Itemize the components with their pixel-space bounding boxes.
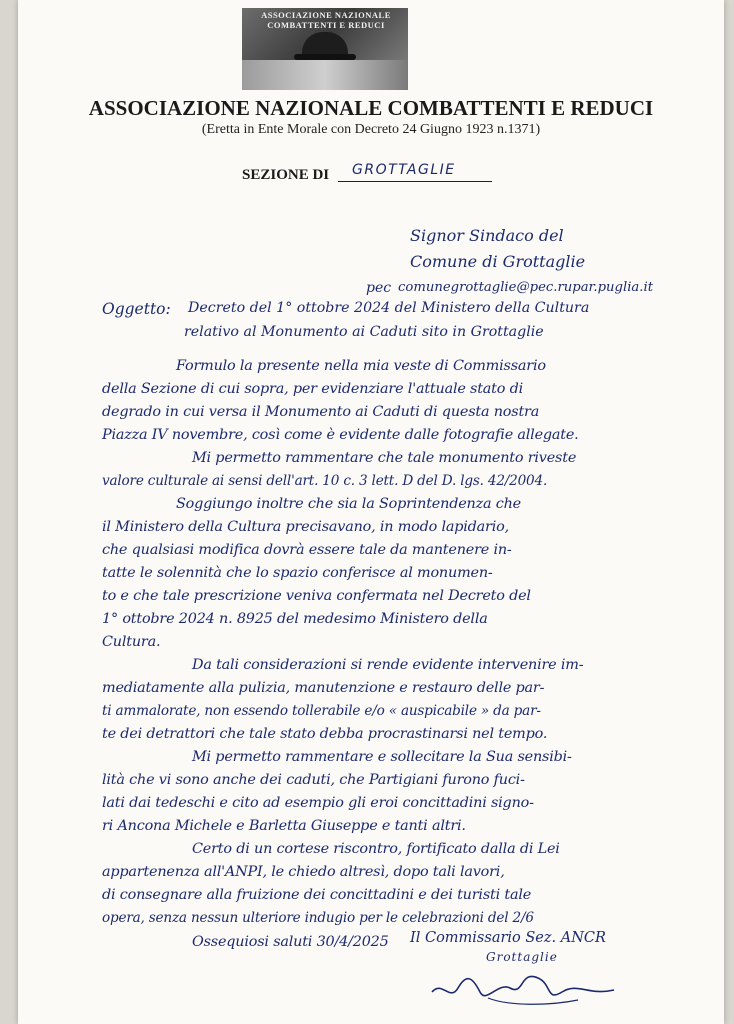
recipient-line-2: Comune di Grottaglie [410,252,586,271]
helmet-brim-icon [294,54,356,60]
body-line: Soggiungo inoltre che sia la Soprintendenza che [176,496,521,512]
section-value: GROTTAGLIE [352,162,456,178]
body-line: Piazza IV novembre, così come è evidente dalle fotografie allegate. [102,427,579,443]
recipient-pec-address: comunegrottaglie@pec.rupar.puglia.it [398,280,653,295]
body-line: Da tali considerazioni si rende evidente intervenire im- [192,657,584,673]
body-line: Mi permetto rammentare che tale monumento riveste [192,450,577,466]
body-line: che qualsiasi modifica dovrà essere tale da mantenere in- [102,542,512,558]
body-line: tatte le solennità che lo spazio conferisce al monumen- [102,565,493,581]
body-line: mediatamente alla pulizia, manutenzione e restauro delle par- [102,680,545,696]
signature-place: Grottaglie [486,950,558,964]
recipient-line-1: Signor Sindaco del [410,226,564,245]
section-underline [338,181,492,182]
body-line: il Ministero della Cultura precisavano, in modo lapidario, [102,519,509,535]
flag-band [242,60,408,90]
section-label: SEZIONE DI [242,167,330,183]
letter-page [18,0,724,1024]
body-line: di consegnare alla fruizione dei concittadini e dei turisti tale [102,887,532,903]
body-line: ti ammalorate, non essendo tollerabile e/o « auspicabile » da par- [102,703,541,719]
body-line: appartenenza all'ANPI, le chiedo altresì, dopo tali lavori, [102,864,505,880]
body-line: degrado in cui versa il Monumento ai Caduti di questa nostra [102,404,540,420]
body-line: to e che tale prescrizione veniva confermata nel Decreto del [102,588,531,604]
body-line: Mi permetto rammentare e sollecitare la Sua sensibi- [192,749,572,765]
helmet-icon [302,32,348,56]
organization-title: ASSOCIAZIONE NAZIONALE COMBATTENTI E REDUCI [88,96,654,120]
logo-text: ASSOCIAZIONE NAZIONALE COMBATTENTI E REDUCI [261,10,391,30]
body-line: ri Ancona Michele e Barletta Giuseppe e tanti altri. [102,818,466,834]
recipient-pec-label: pec [366,280,392,296]
association-logo [242,8,408,90]
organization-subtitle: (Eretta in Ente Morale con Decreto 24 Giugno 1923 n.1371) [201,122,541,137]
body-line: lità che vi sono anche dei caduti, che Partigiani furono fuci- [102,772,525,788]
body-line: Cultura. [102,634,161,650]
subject-line-2: relativo al Monumento ai Caduti sito in Grottaglie [184,324,544,340]
body-line: della Sezione di cui sopra, per evidenziare l'attuale stato di [102,381,524,397]
signature-title: Il Commissario Sez. ANCR [410,930,606,946]
handwritten-signature [428,962,618,1010]
subject-label: Oggetto: [102,300,171,318]
subject-line-1: Decreto del 1° ottobre 2024 del Ministero della Cultura [188,300,590,316]
body-line: opera, senza nessun ulteriore indugio per le celebrazioni del 2/6 [102,910,534,926]
body-line: lati dai tedeschi e cito ad esempio gli eroi concittadini signo- [102,795,534,811]
body-line: valore culturale ai sensi dell'art. 10 c. 3 lett. D del D. lgs. 42/2004. [102,473,548,489]
section-row [242,162,456,190]
body-line: 1° ottobre 2024 n. 8925 del medesimo Ministero della [102,611,488,627]
closing-salutation: Ossequiosi saluti 30/4/2025 [192,934,389,950]
body-line: Formulo la presente nella mia veste di Commissario [176,358,546,374]
body-line: Certo di un cortese riscontro, fortificato dalla di Lei [192,841,560,857]
body-line: te dei detrattori che tale stato debba procrastinarsi nel tempo. [102,726,548,742]
